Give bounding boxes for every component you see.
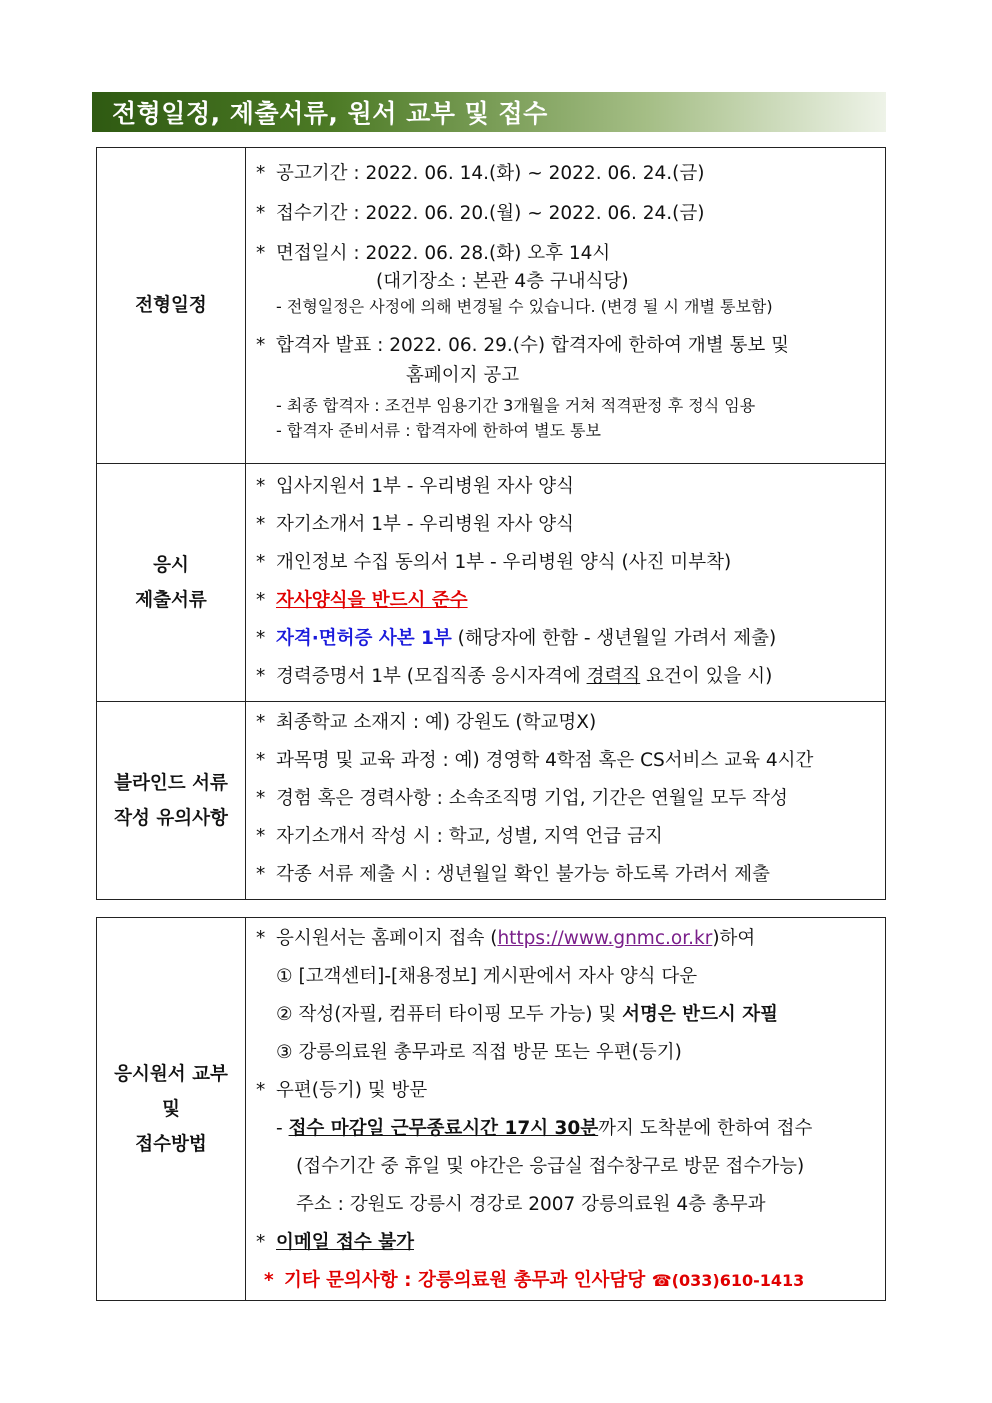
app-step-1: ① [고객센터]-[채용정보] 게시판에서 자사 양식 다운 [276,966,698,987]
app-holiday-note: (접수기간 중 휴일 및 야간은 응급실 접수창구로 방문 접수가능) [296,1156,805,1177]
table-row-schedule [97,148,886,464]
app-deadline: - 접수 마감일 근무종료시간 17시 30분까지 도착분에 한하여 접수 [276,1118,813,1139]
schedule-prep-note: - 합격자 준비서류 : 합격자에 한하여 별도 통보 [276,421,601,440]
app-step-3: ③ 강릉의료원 총무과로 직접 방문 또는 우편(등기) [276,1042,682,1063]
schedule-documents-table [96,147,886,900]
blind-experience: * 경험 혹은 경력사항 : 소속조직명 기업, 기간은 연월일 모두 작성 [256,788,788,809]
table-row-blind [97,702,886,900]
schedule-result-homepage: 홈페이지 공고 [406,365,520,386]
app-post-visit: * 우편(등기) 및 방문 [256,1080,428,1101]
row-label-blind: 블라인드 서류 작성 유의사항 [97,702,246,900]
row-label-documents: 응시 제출서류 [97,464,246,702]
doc-own-format-notice: * 자사양식을 반드시 준수 [256,590,468,611]
schedule-announce: * 공고기간 : 2022. 06. 14.(화) ~ 2022. 06. 24.(금) [256,163,705,184]
blind-self-intro: * 자기소개서 작성 시 : 학교, 성별, 지역 언급 금지 [256,826,663,847]
section-title-bar [92,92,886,132]
schedule-final-note: - 최종 합격자 : 조건부 임용기간 3개월을 거쳐 적격판정 후 정식 임용 [276,396,756,415]
row-content-blind [246,702,886,900]
doc-career-certificate: * 경력증명서 1부 (모집직종 응시자격에 경력직 요건이 있을 시) [256,666,773,687]
doc-application-form: * 입사지원서 1부 - 우리병원 자사 양식 [256,476,575,497]
section-title: 전형일정, 제출서류, 원서 교부 및 접수 [112,99,548,128]
app-step-2: ② 작성(자필, 컴퓨터 타이핑 모두 가능) 및 서명은 반드시 자필 [276,1004,778,1025]
doc-privacy-consent: * 개인정보 수집 동의서 1부 - 우리병원 양식 (사진 미부착) [256,552,732,573]
schedule-interview: * 면접일시 : 2022. 06. 28.(화) 오후 14시 [256,243,611,264]
row-content-documents [246,464,886,702]
table-row-application [97,918,886,1301]
phone-number: ☎(033)610-1413 [651,1271,805,1290]
schedule-waiting-place: (대기장소 : 본관 4층 구내식당) [376,271,629,292]
application-table [96,917,886,1301]
row-content-schedule [246,148,886,464]
schedule-receipt: * 접수기간 : 2022. 06. 20.(월) ~ 2022. 06. 24.(금) [256,203,705,224]
blind-submission: * 각종 서류 제출 시 : 생년월일 확인 불가능 하도록 가려서 제출 [256,864,770,885]
doc-license-copy: * 자격·면허증 사본 1부 (해당자에 한함 - 생년월일 가려서 제출) [256,628,777,649]
app-email-notice: * 이메일 접수 불가 [256,1232,414,1253]
schedule-change-note: - 전형일정은 사정에 의해 변경될 수 있습니다. (변경 될 시 개별 통보함) [276,297,773,316]
schedule-result: * 합격자 발표 : 2022. 06. 29.(수) 합격자에 한하여 개별 통보 및 [256,335,789,356]
row-content-application [246,918,886,1301]
homepage-link[interactable]: https://www.gnmc.or.kr [497,928,713,949]
app-address: 주소 : 강원도 강릉시 경강로 2007 강릉의료원 4층 총무과 [296,1194,766,1215]
blind-course: * 과목명 및 교육 과정 : 예) 경영학 4학점 혹은 CS서비스 교육 4시간 [256,750,814,771]
row-label-application: 응시원서 교부 및 접수방법 [97,918,246,1301]
blind-school: * 최종학교 소재지 : 예) 강원도 (학교명X) [256,712,597,733]
row-label-schedule: 전형일정 [97,148,246,464]
doc-self-intro: * 자기소개서 1부 - 우리병원 자사 양식 [256,514,575,535]
app-contact: * 기타 문의사항 : 강릉의료원 총무과 인사담당 ☎(033)610-1413 [264,1270,805,1291]
app-homepage: * 응시원서는 홈페이지 접속 (https://www.gnmc.or.kr)하여 [256,928,756,949]
table-row-documents [97,464,886,702]
